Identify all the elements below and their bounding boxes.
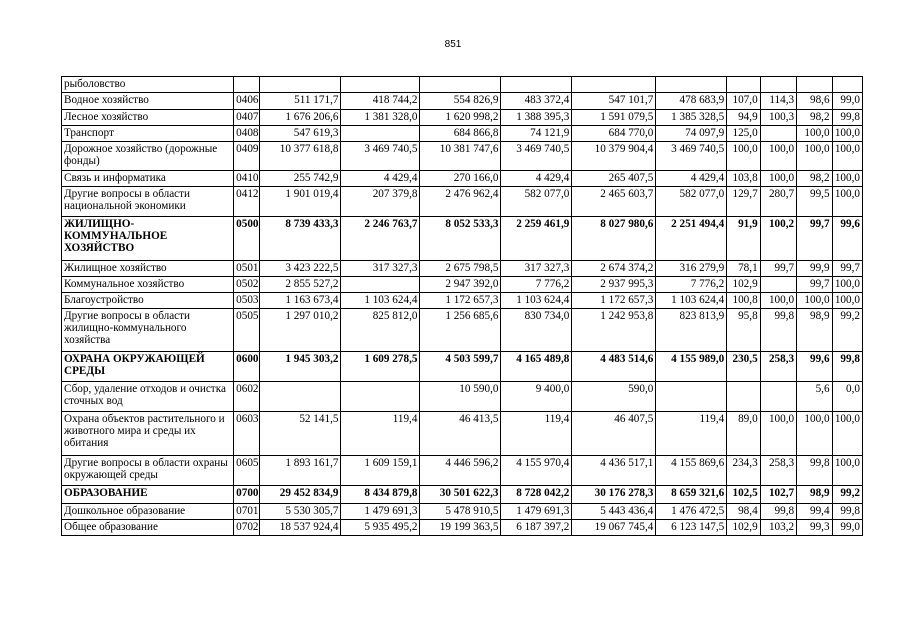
cell-c1 — [260, 382, 341, 412]
cell-c10: 100,0 — [832, 293, 862, 309]
cell-c7: 78,1 — [727, 261, 760, 277]
cell-c3: 2 675 798,5 — [420, 261, 501, 277]
cell-c8: 100,0 — [760, 412, 796, 456]
cell-c8 — [760, 382, 796, 412]
table-row — [62, 382, 863, 412]
cell-c6: 2 251 494,4 — [656, 217, 727, 261]
cell-c2: 3 469 740,5 — [341, 142, 420, 171]
row-code: 0702 — [234, 520, 260, 536]
row-code: 0500 — [234, 217, 260, 261]
table-row — [62, 142, 863, 171]
cell-c5: 4 483 514,6 — [572, 352, 656, 382]
cell-c8: 103,2 — [760, 520, 796, 536]
cell-c1: 1 297 010,2 — [260, 309, 341, 352]
row-label: рыболовство — [62, 77, 234, 93]
cell-c1: 255 742,9 — [260, 171, 341, 187]
cell-c2: 317 327,3 — [341, 261, 420, 277]
table-row — [62, 126, 863, 142]
cell-c9: 98,9 — [797, 309, 832, 352]
row-code — [234, 77, 260, 93]
cell-c1 — [260, 77, 341, 93]
cell-c9: 99,7 — [797, 277, 832, 293]
cell-c4: 582 077,0 — [501, 187, 572, 217]
table-row — [62, 309, 863, 352]
cell-c5 — [572, 77, 656, 93]
cell-c5: 265 407,5 — [572, 171, 656, 187]
row-code: 0502 — [234, 277, 260, 293]
cell-c10: 100,0 — [832, 126, 862, 142]
cell-c1: 1 676 206,6 — [260, 110, 341, 126]
row-label: Лесное хозяйство — [62, 110, 234, 126]
cell-c1: 1 945 303,2 — [260, 352, 341, 382]
cell-c5: 590,0 — [572, 382, 656, 412]
table-row — [62, 93, 863, 110]
cell-c10: 99,0 — [832, 520, 862, 536]
cell-c8: 258,3 — [760, 456, 796, 486]
cell-c7: 103,8 — [727, 171, 760, 187]
cell-c6: 1 385 328,5 — [656, 110, 727, 126]
cell-c4: 8 728 042,2 — [501, 486, 572, 504]
row-label: ЖИЛИЩНО-КОММУНАЛЬНОЕ ХОЗЯЙСТВО — [62, 217, 234, 261]
cell-c6: 3 469 740,5 — [656, 142, 727, 171]
cell-c2 — [341, 126, 420, 142]
row-label: Жилищное хозяйство — [62, 261, 234, 277]
cell-c9: 98,9 — [797, 486, 832, 504]
row-code: 0412 — [234, 187, 260, 217]
cell-c7: 91,9 — [727, 217, 760, 261]
cell-c6: 4 429,4 — [656, 171, 727, 187]
row-code: 0409 — [234, 142, 260, 171]
row-label: Транспорт — [62, 126, 234, 142]
cell-c4: 4 155 970,4 — [501, 456, 572, 486]
cell-c10: 100,0 — [832, 412, 862, 456]
table-row — [62, 520, 863, 536]
cell-c1: 2 855 527,2 — [260, 277, 341, 293]
cell-c2: 1 479 691,3 — [341, 504, 420, 520]
cell-c3: 270 166,0 — [420, 171, 501, 187]
cell-c9: 98,2 — [797, 110, 832, 126]
row-code: 0503 — [234, 293, 260, 309]
table-row — [62, 277, 863, 293]
cell-c5: 547 101,7 — [572, 93, 656, 110]
cell-c9: 99,4 — [797, 504, 832, 520]
cell-c5: 684 770,0 — [572, 126, 656, 142]
cell-c7: 129,7 — [727, 187, 760, 217]
row-label: Коммунальное хозяйство — [62, 277, 234, 293]
cell-c3: 4 446 596,2 — [420, 456, 501, 486]
cell-c2: 2 246 763,7 — [341, 217, 420, 261]
cell-c7: 107,0 — [727, 93, 760, 110]
row-code: 0600 — [234, 352, 260, 382]
cell-c3: 10 590,0 — [420, 382, 501, 412]
cell-c4: 6 187 397,2 — [501, 520, 572, 536]
cell-c4: 1 103 624,4 — [501, 293, 572, 309]
cell-c2: 4 429,4 — [341, 171, 420, 187]
cell-c1: 1 901 019,4 — [260, 187, 341, 217]
cell-c5: 30 176 278,3 — [572, 486, 656, 504]
cell-c9 — [797, 77, 832, 93]
cell-c6 — [656, 382, 727, 412]
row-code: 0605 — [234, 456, 260, 486]
row-code: 0501 — [234, 261, 260, 277]
cell-c7: 234,3 — [727, 456, 760, 486]
cell-c6 — [656, 77, 727, 93]
cell-c3: 2 947 392,0 — [420, 277, 501, 293]
row-label: Сбор, удаление отходов и очистка сточных вод — [62, 382, 234, 412]
cell-c1: 10 377 618,8 — [260, 142, 341, 171]
cell-c6: 7 776,2 — [656, 277, 727, 293]
cell-c10: 99,8 — [832, 352, 862, 382]
cell-c7 — [727, 382, 760, 412]
row-code: 0700 — [234, 486, 260, 504]
cell-c4: 4 429,4 — [501, 171, 572, 187]
cell-c1: 52 141,5 — [260, 412, 341, 456]
cell-c2: 1 609 278,5 — [341, 352, 420, 382]
row-label: Водное хозяйство — [62, 93, 234, 110]
cell-c1: 547 619,3 — [260, 126, 341, 142]
cell-c2: 825 812,0 — [341, 309, 420, 352]
cell-c3: 30 501 622,3 — [420, 486, 501, 504]
cell-c1: 3 423 222,5 — [260, 261, 341, 277]
cell-c2: 119,4 — [341, 412, 420, 456]
cell-c10: 99,6 — [832, 217, 862, 261]
row-code: 0407 — [234, 110, 260, 126]
row-label: ОБРАЗОВАНИЕ — [62, 486, 234, 504]
cell-c8: 99,7 — [760, 261, 796, 277]
cell-c8: 100,0 — [760, 293, 796, 309]
cell-c3: 10 381 747,6 — [420, 142, 501, 171]
cell-c6: 4 155 989,0 — [656, 352, 727, 382]
cell-c9: 99,3 — [797, 520, 832, 536]
row-label: Другие вопросы в области национальной экономики — [62, 187, 234, 217]
cell-c4: 317 327,3 — [501, 261, 572, 277]
cell-c7 — [727, 77, 760, 93]
cell-c5: 8 027 980,6 — [572, 217, 656, 261]
cell-c6: 4 155 869,6 — [656, 456, 727, 486]
cell-c4: 1 388 395,3 — [501, 110, 572, 126]
cell-c2: 207 379,8 — [341, 187, 420, 217]
cell-c9: 100,0 — [797, 412, 832, 456]
cell-c8: 100,3 — [760, 110, 796, 126]
cell-c2: 8 434 879,8 — [341, 486, 420, 504]
section-row — [62, 486, 863, 504]
cell-c4: 4 165 489,8 — [501, 352, 572, 382]
cell-c8: 99,8 — [760, 309, 796, 352]
cell-c7: 100,8 — [727, 293, 760, 309]
row-code: 0408 — [234, 126, 260, 142]
section-row — [62, 352, 863, 382]
row-label: Другие вопросы в области охраны окружающей среды — [62, 456, 234, 486]
cell-c1: 1 163 673,4 — [260, 293, 341, 309]
cell-c6: 316 279,9 — [656, 261, 727, 277]
cell-c9: 100,0 — [797, 126, 832, 142]
cell-c2: 5 935 495,2 — [341, 520, 420, 536]
cell-c2 — [341, 382, 420, 412]
cell-c9: 99,5 — [797, 187, 832, 217]
cell-c3: 19 199 363,5 — [420, 520, 501, 536]
cell-c5: 5 443 436,4 — [572, 504, 656, 520]
row-code: 0505 — [234, 309, 260, 352]
cell-c3: 1 172 657,3 — [420, 293, 501, 309]
cell-c6: 6 123 147,5 — [656, 520, 727, 536]
cell-c9: 99,9 — [797, 261, 832, 277]
table-row — [62, 456, 863, 486]
table-row — [62, 261, 863, 277]
cell-c5: 4 436 517,1 — [572, 456, 656, 486]
cell-c7: 102,9 — [727, 277, 760, 293]
row-label: Охрана объектов растительного и животного мира и среды их обитания — [62, 412, 234, 456]
cell-c2: 1 103 624,4 — [341, 293, 420, 309]
cell-c7: 89,0 — [727, 412, 760, 456]
cell-c6: 582 077,0 — [656, 187, 727, 217]
row-code: 0602 — [234, 382, 260, 412]
cell-c10: 99,2 — [832, 309, 862, 352]
row-code: 0603 — [234, 412, 260, 456]
cell-c7: 100,0 — [727, 142, 760, 171]
cell-c5: 1 591 079,5 — [572, 110, 656, 126]
table-row — [62, 110, 863, 126]
cell-c9: 100,0 — [797, 293, 832, 309]
cell-c6: 478 683,9 — [656, 93, 727, 110]
table-row — [62, 412, 863, 456]
cell-c10: 100,0 — [832, 171, 862, 187]
cell-c9: 98,6 — [797, 93, 832, 110]
cell-c9: 5,6 — [797, 382, 832, 412]
cell-c2 — [341, 277, 420, 293]
cell-c8: 100,2 — [760, 217, 796, 261]
cell-c5: 1 242 953,8 — [572, 309, 656, 352]
cell-c9: 99,7 — [797, 217, 832, 261]
cell-c6: 823 813,9 — [656, 309, 727, 352]
cell-c4: 7 776,2 — [501, 277, 572, 293]
cell-c4: 9 400,0 — [501, 382, 572, 412]
cell-c3: 684 866,8 — [420, 126, 501, 142]
row-label: Дорожное хозяйство (дорожные фонды) — [62, 142, 234, 171]
budget-table — [61, 76, 863, 536]
row-label: Благоустройство — [62, 293, 234, 309]
cell-c3: 1 620 998,2 — [420, 110, 501, 126]
cell-c5: 1 172 657,3 — [572, 293, 656, 309]
cell-c10 — [832, 77, 862, 93]
cell-c7: 95,8 — [727, 309, 760, 352]
cell-c8 — [760, 126, 796, 142]
cell-c8: 102,7 — [760, 486, 796, 504]
cell-c1: 8 739 433,3 — [260, 217, 341, 261]
cell-c7: 102,9 — [727, 520, 760, 536]
cell-c8: 258,3 — [760, 352, 796, 382]
cell-c5: 2 674 374,2 — [572, 261, 656, 277]
cell-c10: 0,0 — [832, 382, 862, 412]
cell-c1: 5 530 305,7 — [260, 504, 341, 520]
cell-c8: 100,0 — [760, 142, 796, 171]
cell-c7: 102,5 — [727, 486, 760, 504]
row-code: 0406 — [234, 93, 260, 110]
cell-c10: 100,0 — [832, 187, 862, 217]
cell-c8: 99,8 — [760, 504, 796, 520]
cell-c8 — [760, 77, 796, 93]
cell-c6: 1 476 472,5 — [656, 504, 727, 520]
cell-c10: 100,0 — [832, 142, 862, 171]
cell-c3 — [420, 77, 501, 93]
section-row — [62, 217, 863, 261]
cell-c6: 8 659 321,6 — [656, 486, 727, 504]
cell-c3: 5 478 910,5 — [420, 504, 501, 520]
cell-c8: 114,3 — [760, 93, 796, 110]
cell-c5: 19 067 745,4 — [572, 520, 656, 536]
cell-c10: 100,0 — [832, 277, 862, 293]
table-row — [62, 77, 863, 93]
cell-c5: 46 407,5 — [572, 412, 656, 456]
cell-c4: 119,4 — [501, 412, 572, 456]
cell-c9: 99,8 — [797, 456, 832, 486]
cell-c3: 46 413,5 — [420, 412, 501, 456]
row-label: Общее образование — [62, 520, 234, 536]
table-row — [62, 187, 863, 217]
table-row — [62, 293, 863, 309]
cell-c8 — [760, 277, 796, 293]
cell-c2: 1 381 328,0 — [341, 110, 420, 126]
cell-c4: 830 734,0 — [501, 309, 572, 352]
cell-c1: 1 893 161,7 — [260, 456, 341, 486]
cell-c4: 74 121,9 — [501, 126, 572, 142]
row-label: Другие вопросы в области жилищно-коммунального хозяйства — [62, 309, 234, 352]
cell-c10: 99,8 — [832, 110, 862, 126]
cell-c6: 1 103 624,4 — [656, 293, 727, 309]
cell-c5: 2 465 603,7 — [572, 187, 656, 217]
row-code: 0410 — [234, 171, 260, 187]
cell-c7: 98,4 — [727, 504, 760, 520]
cell-c4 — [501, 77, 572, 93]
cell-c1: 511 171,7 — [260, 93, 341, 110]
cell-c1: 18 537 924,4 — [260, 520, 341, 536]
cell-c9: 99,6 — [797, 352, 832, 382]
cell-c10: 100,0 — [832, 456, 862, 486]
cell-c1: 29 452 834,9 — [260, 486, 341, 504]
table-row — [62, 504, 863, 520]
table-body — [62, 77, 863, 536]
cell-c3: 1 256 685,6 — [420, 309, 501, 352]
cell-c4: 483 372,4 — [501, 93, 572, 110]
table-row — [62, 171, 863, 187]
cell-c7: 94,9 — [727, 110, 760, 126]
cell-c8: 100,0 — [760, 171, 796, 187]
cell-c3: 8 052 533,3 — [420, 217, 501, 261]
cell-c4: 1 479 691,3 — [501, 504, 572, 520]
page-number: 851 — [444, 39, 462, 50]
cell-c6: 74 097,9 — [656, 126, 727, 142]
row-code: 0701 — [234, 504, 260, 520]
cell-c9: 100,0 — [797, 142, 832, 171]
cell-c5: 10 379 904,4 — [572, 142, 656, 171]
cell-c3: 4 503 599,7 — [420, 352, 501, 382]
cell-c3: 554 826,9 — [420, 93, 501, 110]
cell-c5: 2 937 995,3 — [572, 277, 656, 293]
cell-c7: 125,0 — [727, 126, 760, 142]
cell-c9: 98,2 — [797, 171, 832, 187]
cell-c2 — [341, 77, 420, 93]
row-label: ОХРАНА ОКРУЖАЮЩЕЙ СРЕДЫ — [62, 352, 234, 382]
cell-c8: 280,7 — [760, 187, 796, 217]
row-label: Связь и информатика — [62, 171, 234, 187]
cell-c4: 3 469 740,5 — [501, 142, 572, 171]
cell-c10: 99,7 — [832, 261, 862, 277]
cell-c10: 99,8 — [832, 504, 862, 520]
cell-c2: 418 744,2 — [341, 93, 420, 110]
cell-c2: 1 609 159,1 — [341, 456, 420, 486]
cell-c10: 99,2 — [832, 486, 862, 504]
cell-c7: 230,5 — [727, 352, 760, 382]
cell-c4: 2 259 461,9 — [501, 217, 572, 261]
cell-c10: 99,0 — [832, 93, 862, 110]
row-label: Дошкольное образование — [62, 504, 234, 520]
cell-c6: 119,4 — [656, 412, 727, 456]
cell-c3: 2 476 962,4 — [420, 187, 501, 217]
